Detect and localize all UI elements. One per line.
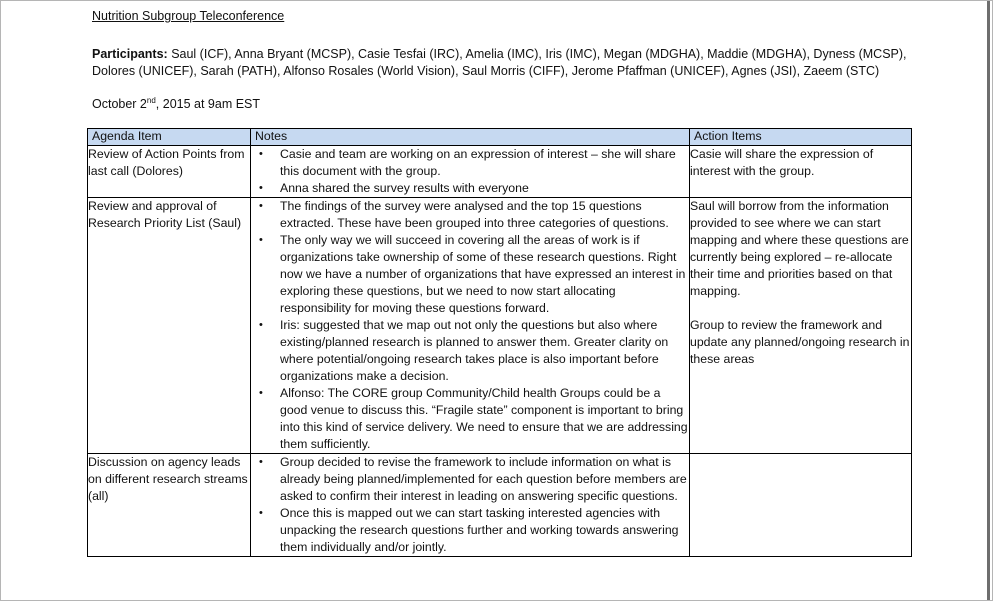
date-prefix: October 2 [92, 97, 147, 111]
action-item: Casie will share the expression of interest with the group. [690, 147, 874, 178]
list-item [251, 317, 689, 385]
notes-list [251, 454, 689, 556]
note-text: Once this is mapped out we can start tasking interested agencies with unpacking the research questions further and working towards answering them individually and/or jointly. [280, 506, 679, 554]
table-row [88, 198, 912, 454]
list-item [251, 385, 689, 453]
agenda-item-cell: Review of Action Points from last call (Dolores) [88, 146, 251, 198]
agenda-item-cell: Discussion on agency leads on different research streams (all) [88, 454, 251, 557]
header-notes: Notes [251, 129, 690, 146]
participants-paragraph [92, 46, 912, 80]
notes-list [251, 198, 689, 453]
document-title: Nutrition Subgroup Teleconference [92, 9, 285, 23]
participants-list: Saul (ICF), Anna Bryant (MCSP), Casie Tesfai (IRC), Amelia (IMC), Iris (IMC), Megan (MDGHA), Maddie (MDGHA), Dyness (MCSP), Dolores (UNICEF), Sarah (PATH), Alfonso Rosales (World Vision), Saul Morris (CIFF), Jerome Pfaffman (UNICEF), Agnes (JSI), Zaeem (STC) [92, 47, 907, 78]
bullet-icon: • [259, 234, 263, 246]
agenda-item-cell: Review and approval of Research Priority List (Saul) [88, 198, 251, 454]
agenda-table [87, 128, 912, 557]
header-agenda-item: Agenda Item [88, 129, 251, 146]
notes-cell [251, 198, 690, 454]
bullet-icon: • [259, 456, 263, 468]
list-item [251, 505, 689, 556]
table-header-row [88, 129, 912, 146]
notes-cell [251, 146, 690, 198]
note-text: Casie and team are working on an expression of interest – she will share this document with the group. [280, 147, 676, 178]
bullet-icon: • [259, 182, 263, 194]
bullet-icon: • [259, 200, 263, 212]
list-item [251, 198, 689, 232]
list-item [251, 232, 689, 317]
bullet-icon: • [259, 507, 263, 519]
note-text: The findings of the survey were analysed and the top 15 questions extracted. These have been grouped into three categories of questions. [280, 199, 669, 230]
action-items-cell [690, 454, 912, 557]
bullet-icon: • [259, 319, 263, 331]
note-text: Alfonso: The CORE group Community/Child health Groups could be a good venue to discuss this. “Fragile state” component is important to bring into this kind of service delivery. We need to ensure that we are addressing them sufficiently. [280, 386, 688, 451]
date-ordinal: nd [146, 95, 156, 105]
note-text: The only way we will succeed in covering all the areas of work is if organizations take ownership of some of these research questions. Right now we have a number of organizations that have expressed an interest in exploring these questions, but we need to now start allocating responsibility for moving these questions forward. [280, 233, 686, 315]
list-item [251, 454, 689, 505]
notes-list [251, 146, 689, 197]
table-row [88, 146, 912, 198]
table-row [88, 454, 912, 557]
header-action-items: Action Items [690, 129, 912, 146]
note-text: Iris: suggested that we map out not only the questions but also where existing/planned research is planned to answer them. Greater clarity on where potential/ongoing research takes place is also important before organizations make a decision. [280, 318, 669, 383]
note-text: Anna shared the survey results with everyone [280, 181, 529, 195]
action-items-cell [690, 198, 912, 454]
page-edge-rule [987, 1, 990, 600]
action-item: Group to review the framework and update any planned/ongoing research in these areas [690, 318, 910, 366]
notes-cell [251, 454, 690, 557]
list-item [251, 180, 689, 197]
note-text: Group decided to revise the framework to include information on what is already being planned/implemented for each question before members are asked to confirm their interest in leading on answering specific questions. [280, 455, 687, 503]
action-items-cell [690, 146, 912, 198]
bullet-icon: • [259, 148, 263, 160]
meeting-date [92, 97, 260, 111]
participants-label: Participants: [92, 47, 168, 61]
action-item: Saul will borrow from the information provided to see where we can start mapping and where these questions are currently being explored – re-allocate their time and priorities based on that mapping. [690, 199, 909, 298]
bullet-icon: • [259, 387, 263, 399]
date-suffix: , 2015 at 9am EST [155, 97, 261, 111]
list-item [251, 146, 689, 180]
